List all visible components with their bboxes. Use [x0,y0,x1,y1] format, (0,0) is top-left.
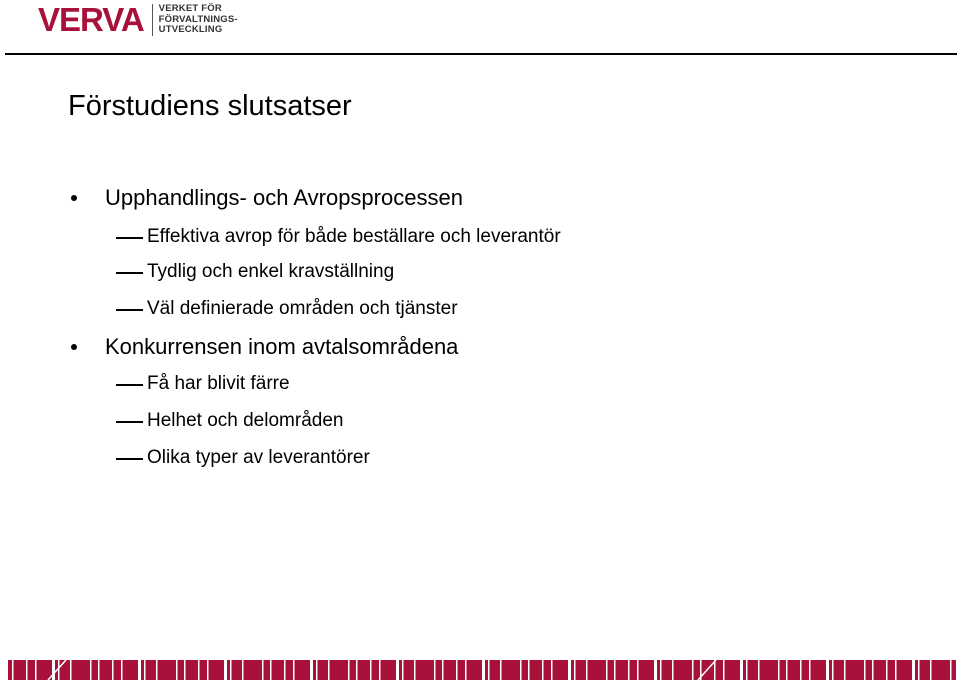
sub-bullet-item [147,373,290,395]
sub-bullet-item [147,261,394,283]
bullet-text: Konkurrensen inom avtalsområdena [105,334,459,359]
verva-logo [38,2,238,38]
sub-bullet-text: Effektiva avrop för både beställare och leverantör [147,226,561,247]
dash-marker [116,272,143,274]
logo-tagline-line: VERKET FÖR [158,3,222,15]
sub-bullet-text: Väl definierade områden och tjänster [147,298,458,319]
dash-marker [116,384,143,386]
dash-marker [116,458,143,460]
bullet-text: Upphandlings- och Avropsprocessen [105,185,463,210]
sub-bullet-item [147,298,458,320]
sub-bullet-item [147,410,343,432]
dash-marker [116,237,143,239]
logo-separator [152,4,153,36]
sub-bullet-text: Få har blivit färre [147,373,290,394]
sub-bullet-text: Helhet och delområden [147,410,344,431]
header-divider [5,53,957,55]
sub-bullet-item [147,226,561,248]
slide-title: Förstudiens slutsatser [68,90,352,122]
dash-marker [116,421,143,423]
logo-tagline [159,4,238,36]
dash-marker [116,309,143,311]
bullet-item [105,334,458,360]
bullet-marker [71,344,77,350]
slide-header [0,0,960,56]
sub-bullet-item [147,447,370,469]
footer-stripe-band [8,660,956,680]
bullet-item [105,185,463,211]
logo-wordmark: VERVA [38,1,144,38]
sub-bullet-text: Olika typer av leverantörer [147,447,370,468]
logo-tagline-line: FÖRVALTNINGS- [158,13,238,25]
logo-tagline-line: UTVECKLING [158,24,223,36]
bullet-marker [71,195,77,201]
sub-bullet-text: Tydlig och enkel kravställning [147,261,395,282]
